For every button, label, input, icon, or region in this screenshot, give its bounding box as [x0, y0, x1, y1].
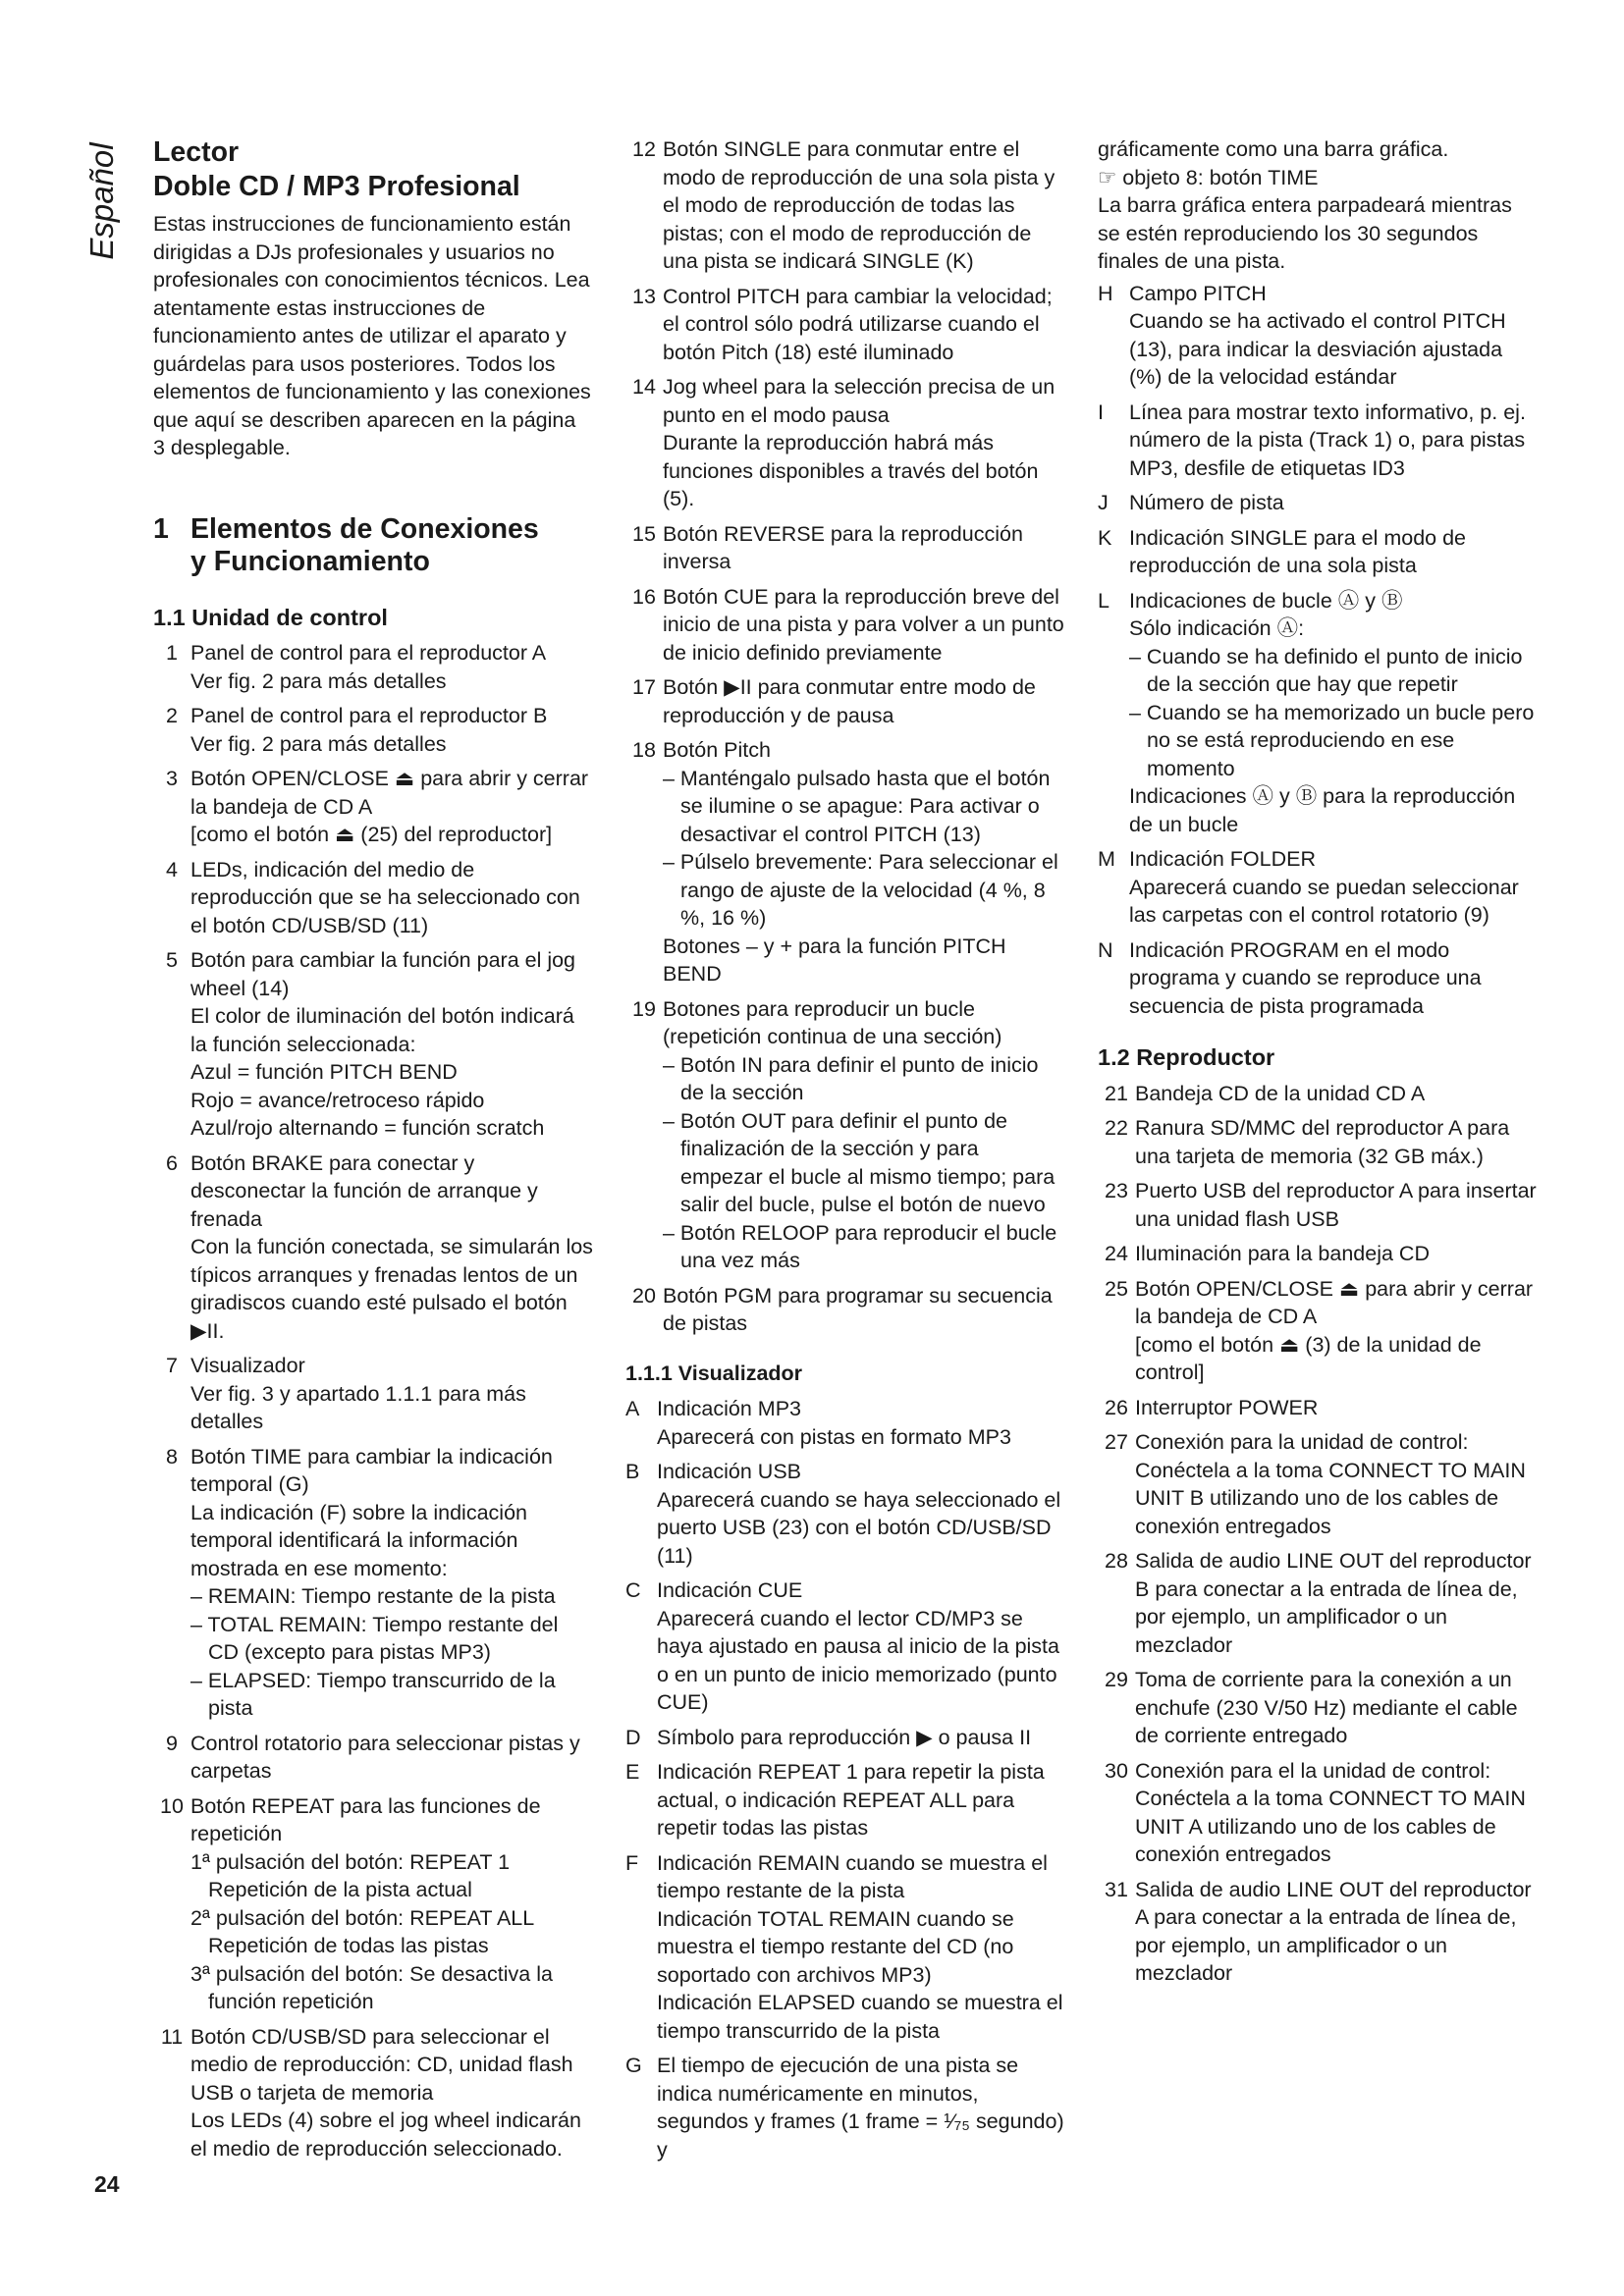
language-tab [77, 137, 128, 265]
item-text: Indicación TOTAL REMAIN cuando se muestra el tiempo restante del CD (no soportado con archivos MP3) [657, 1906, 1014, 1987]
item-number: 12 [632, 137, 656, 161]
control-unit-list-continued [625, 135, 1065, 1338]
list-item [153, 2023, 593, 2163]
item-text: Panel de control para el reproductor B [190, 704, 548, 727]
item-text: Puerto USB del reproductor A para insertar una unidad flash USB [1135, 1179, 1537, 1231]
list-item [1098, 1177, 1538, 1233]
item-number: K [1098, 525, 1112, 550]
item-number: G [625, 2054, 642, 2077]
item-number: H [1098, 281, 1113, 305]
item-text: Jog wheel para la selección precisa de un punto en el modo pausa [663, 375, 1056, 427]
item-subpoint: 1ª pulsación del botón: REPEAT 1 Repetición de la pista actual [190, 1849, 511, 1901]
item-text: Botones para reproducir un bucle (repetición continua de una sección) [663, 996, 1002, 1048]
list-item [625, 373, 1065, 513]
item-subpoint: – REMAIN: Tiempo restante de la pista [190, 1584, 556, 1608]
item-number: L [1098, 588, 1110, 613]
item-number: 16 [632, 584, 656, 609]
column-2 [625, 135, 1065, 2170]
list-item [625, 520, 1065, 576]
item-subpoint: – Botón OUT para definir el punto de finalización de la sección y para empezar el bucle al mismo tiempo; para salir del bucle, pulse el botón de nuevo [663, 1108, 1056, 1216]
item-number: I [1098, 400, 1104, 424]
item-text: Aparecerá cuando el lector CD/MP3 se haya ajustado en pausa al inicio de la pista o en un punto de inicio memorizado (punto CUE) [657, 1606, 1059, 1714]
column-1 [153, 135, 593, 2169]
item-text: Ver fig. 3 y apartado 1.1.1 para más detalles [190, 1381, 526, 1433]
cross-reference: ☞ objeto 8: botón TIME [1098, 165, 1319, 189]
item-text: Sólo indicación Ⓐ: [1129, 616, 1305, 640]
list-item [1098, 1114, 1538, 1170]
item-text: [como el botón ⏏ (25) del reproductor] [190, 823, 553, 846]
item-text: Botón TIME para cambiar la indicación temporal (G) [190, 1444, 553, 1496]
item-subpoint: 3ª pulsación del botón: Se desactiva la función repetición [190, 1961, 553, 2013]
title-line-1: Lector [153, 136, 240, 168]
section-title-line-1: Elementos de Conexiones [190, 512, 539, 545]
list-item [153, 1443, 593, 1723]
item-text: Botón Pitch [663, 738, 771, 762]
control-unit-list [153, 639, 593, 2163]
item-text: Control rotatorio para seleccionar pistas y carpetas [190, 1731, 580, 1783]
display-g-continuation [1098, 135, 1538, 276]
list-item [625, 1458, 1065, 1570]
list-item [153, 946, 593, 1143]
item-text: Ranura SD/MMC del reproductor A para una tarjeta de memoria (32 GB máx.) [1135, 1116, 1510, 1168]
item-text: El color de iluminación del botón indicará la función seleccionada: [190, 1004, 574, 1056]
item-text: Indicación SINGLE para el modo de reproducción de una sola pista [1129, 525, 1467, 577]
item-number: 30 [1105, 1758, 1128, 1783]
item-text: Botón para cambiar la función para el jog wheel (14) [190, 948, 576, 1000]
item-number: 24 [1105, 1242, 1128, 1265]
list-item [625, 1758, 1065, 1842]
item-number: 1 [166, 641, 178, 665]
item-text: Botón REVERSE para la reproducción inversa [663, 521, 1023, 573]
item-number: F [625, 1850, 639, 1875]
list-item [1098, 524, 1538, 580]
list-item [1098, 1080, 1538, 1108]
document-title [153, 135, 593, 204]
item-text: Botón BRAKE para conectar y desconectar la función de arranque y frenada [190, 1150, 538, 1231]
list-item [625, 1395, 1065, 1451]
list-item [153, 702, 593, 758]
item-subpoint: – Cuando se ha definido el punto de inicio de la sección que hay que repetir [1129, 644, 1523, 696]
subsection-1-1-1-heading: 1.1.1 Visualizador [625, 1361, 803, 1385]
list-item [625, 1282, 1065, 1338]
item-text: Línea para mostrar texto informativo, p. ej. número de la pista (Track 1) o, para pistas MP3, desfile de etiquetas ID3 [1129, 400, 1526, 480]
item-number: C [625, 1578, 641, 1602]
item-subpoint: – Botón IN para definir el punto de inicio de la sección [663, 1052, 1039, 1104]
section-1-heading [153, 513, 593, 578]
item-text: Salida de audio LINE OUT del reproductor B para conectar a la entrada de línea de, por ejemplo, un amplificador o un mezclador [1135, 1549, 1532, 1657]
list-item [625, 283, 1065, 367]
list-item [1098, 1275, 1538, 1387]
item-text: Los LEDs (4) sobre el jog wheel indicarán el medio de reproducción seleccionado. [190, 2109, 581, 2161]
item-text: Ver fig. 2 para más detalles [190, 668, 447, 693]
item-number: 8 [166, 1444, 178, 1468]
item-number: 7 [166, 1354, 178, 1377]
item-text: Indicación PROGRAM en el modo programa y cuando se reproduce una secuencia de pista programada [1129, 937, 1482, 1018]
item-text: Aparecerá con pistas en formato MP3 [657, 1424, 1011, 1449]
page-number: 24 [94, 2171, 120, 2197]
display-list [625, 1395, 1065, 2163]
section-title-line-2: y Funcionamiento [190, 545, 430, 577]
item-number: 31 [1105, 1877, 1128, 1901]
item-text: La indicación (F) sobre la indicación temporal identificará la información mostrada en ese momento: [190, 1500, 527, 1580]
player-list [1098, 1080, 1538, 1988]
item-text: Símbolo para reproducción ▶ o pausa II [657, 1725, 1032, 1749]
list-item [153, 1149, 593, 1346]
list-item [625, 2052, 1065, 2163]
list-item [1098, 489, 1538, 517]
list-item [625, 673, 1065, 729]
item-subpoint: – Púlselo brevemente: Para seleccionar el rango de ajuste de la velocidad (4 %, 8 %, 16 %) [663, 850, 1058, 930]
list-item [1098, 936, 1538, 1021]
title-line-2: Doble CD / MP3 Profesional [153, 171, 520, 202]
item-text: Azul = función PITCH BEND [190, 1060, 458, 1084]
item-text: Indicación MP3 [657, 1397, 801, 1420]
item-text: Azul/rojo alternando = función scratch [190, 1116, 545, 1140]
item-text: Indicación REMAIN cuando se muestra el tiempo restante de la pista [657, 1850, 1048, 1902]
item-text: El tiempo de ejecución de una pista se indica numéricamente en minutos, segundos y frames (1 frame = ¹⁄₇₅ segundo) y [657, 2054, 1064, 2162]
item-text: Botón OPEN/CLOSE ⏏ para abrir y cerrar la bandeja de CD A [190, 767, 589, 819]
item-text: Botón REPEAT para las funciones de repetición [190, 1793, 541, 1845]
item-subpoint: – TOTAL REMAIN: Tiempo restante del CD (excepto para pistas MP3) [190, 1612, 559, 1664]
item-text: Con la función conectada, se simularán los típicos arranques y frenadas lentos de un giradiscos cuando esté pulsado el botón ▶II. [190, 1235, 593, 1343]
item-text: Botón OPEN/CLOSE ⏏ para abrir y cerrar la bandeja de CD A [1135, 1276, 1534, 1328]
item-number: 25 [1105, 1276, 1128, 1301]
item-number: 15 [632, 521, 656, 546]
item-text: Salida de audio LINE OUT del reproductor A para conectar a la entrada de línea de, por ejemplo, un amplificador o un mezclador [1135, 1877, 1532, 1985]
list-item [1098, 1876, 1538, 1988]
item-number: 14 [632, 375, 656, 399]
item-number: 3 [166, 767, 178, 790]
list-item [153, 639, 593, 695]
list-item [1098, 1428, 1538, 1540]
list-item [625, 736, 1065, 988]
item-text: Indicación FOLDER [1129, 847, 1316, 871]
item-number: 2 [166, 704, 178, 727]
item-text: Botón ▶II para conmutar entre modo de reproducción y de pausa [663, 675, 1036, 727]
language-label: Español [83, 142, 120, 260]
subsection-1-2-heading: 1.2 Reproductor [1098, 1044, 1275, 1070]
continuation-line: gráficamente como una barra gráfica. [1098, 137, 1449, 161]
item-number: 19 [632, 996, 656, 1021]
item-number: 11 [160, 2024, 184, 2049]
item-number: J [1098, 491, 1109, 514]
item-number: 17 [632, 675, 656, 699]
item-text: Visualizador [190, 1354, 305, 1377]
item-number: M [1098, 847, 1115, 871]
item-number: 13 [632, 284, 656, 308]
item-subpoint: 2ª pulsación del botón: REPEAT ALL Repetición de todas las pistas [190, 1905, 534, 1957]
item-number: 23 [1105, 1179, 1128, 1202]
item-text: Bandeja CD de la unidad CD A [1135, 1081, 1426, 1105]
item-text: Rojo = avance/retroceso rápido [190, 1088, 485, 1112]
list-item [625, 1576, 1065, 1717]
list-item [153, 765, 593, 849]
list-item [153, 1352, 593, 1436]
item-text: Panel de control para el reproductor A [190, 641, 547, 665]
list-item [1098, 1757, 1538, 1869]
list-item [1098, 1666, 1538, 1750]
item-number: 22 [1105, 1116, 1128, 1140]
item-number: 26 [1105, 1395, 1128, 1419]
item-text: Conexión para la unidad de control: Conéctela a la toma CONNECT TO MAIN UNIT B utilizando uno de los cables de conexión entregados [1135, 1430, 1526, 1538]
item-number: 9 [166, 1731, 178, 1755]
subsection-1-1-heading: 1.1 Unidad de control [153, 604, 388, 630]
section-number: 1 [153, 512, 169, 545]
item-number: 18 [632, 738, 656, 762]
item-text: Aparecerá cuando se haya seleccionado el puerto USB (23) con el botón CD/USB/SD (11) [657, 1487, 1061, 1568]
item-text: Iluminación para la bandeja CD [1135, 1242, 1430, 1265]
item-number: 4 [166, 857, 178, 881]
item-text: Interruptor POWER [1135, 1395, 1319, 1419]
item-number: 27 [1105, 1430, 1128, 1454]
list-item [1098, 1394, 1538, 1422]
item-number: B [625, 1460, 640, 1483]
list-item [625, 583, 1065, 667]
item-subpoint: – Botón RELOOP para reproducir el bucle una vez más [663, 1220, 1057, 1272]
list-item [1098, 1547, 1538, 1659]
list-item [1098, 399, 1538, 483]
item-text: Ver fig. 2 para más detalles [190, 731, 447, 756]
list-item [1098, 587, 1538, 839]
item-number: 10 [160, 1793, 184, 1818]
list-item [1098, 280, 1538, 392]
item-text: [como el botón ⏏ (3) de la unidad de control] [1135, 1332, 1482, 1384]
item-text: Indicaciones de bucle Ⓐ y Ⓑ [1129, 588, 1403, 613]
list-item [625, 1849, 1065, 2046]
item-text: Aparecerá cuando se puedan seleccionar las carpetas con el control rotatorio (9) [1129, 875, 1519, 927]
item-text: Campo PITCH [1129, 281, 1267, 305]
item-text: Botón CUE para la reproducción breve del inicio de una pista y para volver a un punto de inicio definido previamente [663, 584, 1064, 665]
item-text: Conexión para el la unidad de control: Conéctela a la toma CONNECT TO MAIN UNIT A utilizando uno de los cables de conexión entregados [1135, 1758, 1526, 1866]
item-number: N [1098, 937, 1113, 962]
item-text: Indicación REPEAT 1 para repetir la pista actual, o indicación REPEAT ALL para repetir todas las pistas [657, 1760, 1045, 1840]
item-text: Indicación USB [657, 1460, 801, 1483]
list-item [625, 1724, 1065, 1752]
item-text: Número de pista [1129, 491, 1284, 514]
list-item [1098, 845, 1538, 930]
item-text: Durante la reproducción habrá más funciones disponibles a través del botón (5). [663, 431, 1039, 510]
item-text: Botones – y + para la función PITCH BEND [663, 934, 1006, 986]
item-text: Botón SINGLE para conmutar entre el modo de reproducción de una sola pista y el modo de reproducción de todas las pistas; con el modo de reproducción de una pista se indicará SINGLE (K) [663, 137, 1056, 273]
list-item [1098, 1240, 1538, 1268]
item-text: Toma de corriente para la conexión a un enchufe (230 V/50 Hz) mediante el cable de corriente entregado [1135, 1668, 1518, 1747]
item-text: Indicaciones Ⓐ y Ⓑ para la reproducción de un bucle [1129, 784, 1516, 836]
item-number: E [625, 1760, 640, 1784]
item-number: D [625, 1725, 641, 1749]
list-item [625, 995, 1065, 1275]
item-number: 29 [1105, 1668, 1128, 1691]
display-list-continued [1098, 280, 1538, 1021]
item-number: 5 [166, 948, 178, 972]
column-3 [1098, 135, 1538, 1995]
item-number: 21 [1105, 1081, 1128, 1105]
list-item [625, 135, 1065, 276]
item-text: Cuando se ha activado el control PITCH (13), para indicar la desviación ajustada (%) de la velocidad estándar [1129, 309, 1506, 389]
item-text: Indicación ELAPSED cuando se muestra el tiempo transcurrido de la pista [657, 1991, 1063, 2043]
item-subpoint: – Manténgalo pulsado hasta que el botón se ilumine o se apague: Para activar o desactivar el control PITCH (13) [663, 766, 1051, 846]
item-text: Control PITCH para cambiar la velocidad; el control sólo podrá utilizarse cuando el botón Pitch (18) esté iluminado [663, 284, 1053, 364]
item-text: Indicación CUE [657, 1578, 803, 1602]
item-subpoint: – Cuando se ha memorizado un bucle pero no se está reproduciendo en ese momento [1129, 700, 1535, 780]
item-number: 20 [632, 1283, 656, 1308]
item-subpoint: – ELAPSED: Tiempo transcurrido de la pista [190, 1668, 556, 1720]
list-item [153, 1730, 593, 1786]
item-number: 6 [166, 1150, 178, 1175]
item-text: Botón CD/USB/SD para seleccionar el medio de reproducción: CD, unidad flash USB o tarjeta de memoria [190, 2024, 573, 2105]
item-number: 28 [1105, 1549, 1128, 1573]
item-text: LEDs, indicación del medio de reproducción que se ha seleccionado con el botón CD/USB/SD (11) [190, 857, 580, 937]
list-item [153, 856, 593, 940]
intro-paragraph: Estas instrucciones de funcionamiento están dirigidas a DJs profesionales y usuarios no profesionales con conocimientos técnicos. Lea atentamente estas instrucciones de funcionamiento antes de utilizar el aparato y guárdelas para usos posteriores. Todos los elementos de funcionamiento y las conexiones que aquí se describen aparecen en la página 3 desplegable. [153, 212, 591, 459]
continuation-line: La barra gráfica entera parpadeará mientras se estén reproduciendo los 30 segundos finales de una pista. [1098, 193, 1512, 273]
item-number: A [625, 1397, 640, 1420]
list-item [153, 1792, 593, 2016]
item-text: Botón PGM para programar su secuencia de pistas [663, 1283, 1053, 1335]
